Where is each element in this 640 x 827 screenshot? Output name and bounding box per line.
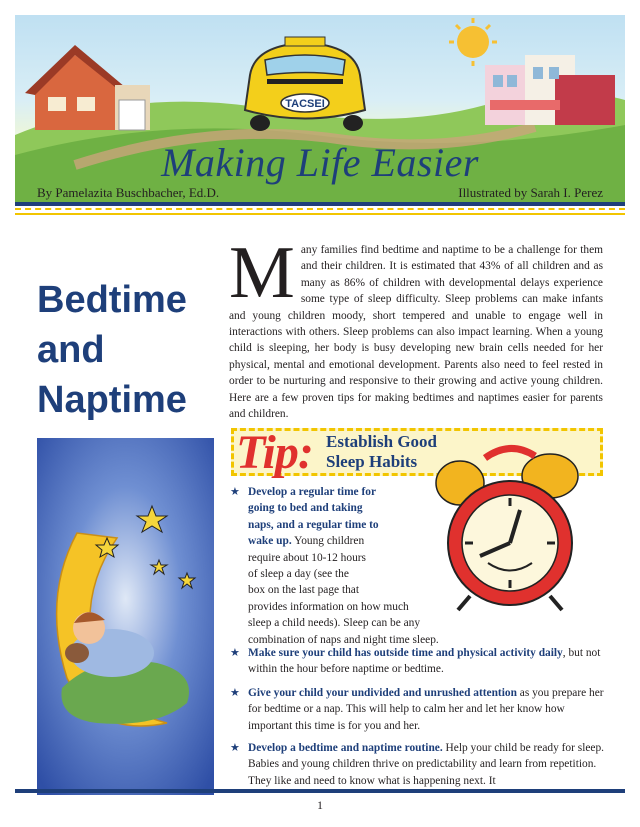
header-rule-yellow-dashed (15, 208, 625, 212)
bullet-line: box on the last page that (248, 584, 360, 597)
bullet-item (230, 645, 604, 678)
title-line: and (37, 329, 105, 371)
bullet-text: Give your child your undivided and unrushed attention as you prepare her for bedtime or a nap. This will help to calm her and let her know how important this time is for you and her. (248, 687, 604, 732)
tip-heading-line: Establish Good (326, 432, 438, 451)
bullet-line: going to bed and taking (248, 502, 363, 515)
bullet-line: require about 10-12 hours (248, 551, 366, 564)
bullet-item (230, 685, 604, 734)
intro-text: any families find bedtime and naptime to be a challenge for them and their children. It is estimated that 43% of all children and as many as 86% of children with developmental delays experience some type of sleep difficulty. Sleep problems can make infants and young children moody, short tempered and unable to engage well in interactions with others. Sleep problems can also impact learning. When a young child is sleeping, her body is busy developing new brain cells needed for her physical, mental and emotional development. Parents also need to feel rested in order to be nurturing and responsive to their growing and active young children. Here are a few proven tips for making bedtimes and naptimes easier for parents and children. (229, 244, 603, 421)
taxi-sign: TACSEI (285, 98, 325, 110)
star-icon: ★ (230, 687, 240, 699)
drop-cap: M (229, 232, 295, 314)
house-illustration (25, 45, 150, 130)
banner-title: Making Life Easier (161, 140, 479, 185)
bullet-line: sleep a child needs). Sleep can be any (248, 617, 421, 630)
tip-word: Tip: (236, 426, 313, 479)
bullet-line: provides information on how much (248, 600, 409, 613)
illustrator-byline: Illustrated by Sarah I. Perez (458, 185, 603, 200)
bullet-item (230, 484, 604, 648)
bullet-item (230, 740, 604, 789)
author-byline: By Pamelazita Buschbacher, Ed.D. (37, 185, 220, 200)
sun-illustration (449, 18, 497, 66)
title-line: Bedtime (37, 279, 187, 321)
sleeping-child-moon-illustration (37, 438, 214, 795)
buildings-illustration (485, 55, 615, 125)
intro-paragraph (229, 232, 603, 422)
title-line: Naptime (37, 379, 187, 421)
bullet-line: Develop a regular time for (248, 486, 377, 498)
header-rule-yellow (15, 213, 625, 215)
page-number: 1 (317, 798, 323, 812)
bullet-text (248, 484, 604, 648)
header-rule-navy (15, 202, 625, 206)
star-icon: ★ (230, 486, 240, 498)
taxi-illustration (245, 37, 365, 131)
bullet-line: of sleep a day (see the (248, 568, 349, 581)
tip-heading-line: Sleep Habits (326, 452, 418, 471)
bullet-line: combination of naps and night time sleep. (248, 633, 439, 646)
star-icon: ★ (230, 742, 240, 754)
bullet-text: Develop a bedtime and naptime routine. Help your child be ready for sleep. Babies and young children thrive on predictability and learn from repetition. They like and need to know what is happening next. It (248, 742, 605, 787)
star-icon: ★ (230, 647, 240, 659)
bullet-line: wake up. Young children (248, 535, 365, 548)
footer-rule (15, 789, 625, 793)
bullet-text: Make sure your child has outside time and physical activity daily, but not within the hour before naptime or bedtime. (248, 647, 601, 676)
bullet-line: naps, and a regular time to (248, 518, 379, 531)
document-title (37, 275, 217, 425)
